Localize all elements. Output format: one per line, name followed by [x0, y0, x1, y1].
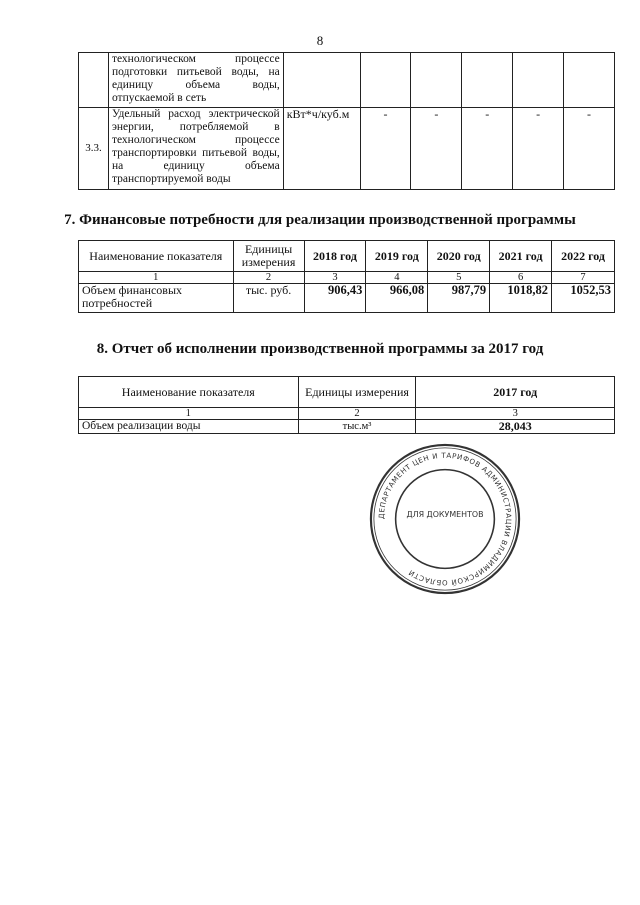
- table-row: [79, 284, 615, 313]
- index-row: [79, 408, 615, 420]
- value-cell: [462, 53, 513, 108]
- value-2020: 987,79: [428, 284, 490, 313]
- value-2021: 1018,82: [490, 284, 552, 313]
- value-2018: 906,43: [304, 284, 366, 313]
- column-header: 2021 год: [490, 241, 552, 272]
- index-cell: 2: [298, 408, 416, 420]
- unit-cell: тыс. руб.: [233, 284, 304, 313]
- index-cell: 1: [79, 272, 234, 284]
- column-header: 2022 год: [552, 241, 615, 272]
- unit-cell: кВт*ч/куб.м: [283, 108, 360, 190]
- index-row: [79, 272, 615, 284]
- index-cell: 7: [552, 272, 615, 284]
- index-cell: 1: [79, 408, 299, 420]
- table-row: [79, 420, 615, 434]
- unit-cell: тыс.м³: [298, 420, 416, 434]
- value-cell: -: [513, 108, 564, 190]
- value-cell: [360, 53, 411, 108]
- value-cell: [411, 53, 462, 108]
- header-row: [79, 377, 615, 408]
- value-2022: 1052,53: [552, 284, 615, 313]
- column-header: 2020 год: [428, 241, 490, 272]
- value-cell: -: [462, 108, 513, 190]
- page-number: 8: [316, 33, 324, 48]
- index-cell: 3: [416, 408, 615, 420]
- column-header: Наименование показателя: [79, 241, 234, 272]
- index-cell: 5: [428, 272, 490, 284]
- indicator-name: Объем финансовых потребностей: [79, 284, 234, 313]
- column-header: 2017 год: [416, 377, 615, 408]
- column-header: Единицы измерения: [298, 377, 416, 408]
- stamp-center-text: ДЛЯ ДОКУМЕНТОВ: [406, 510, 484, 520]
- stamp-ring-text: ДЕПАРТАМЕНТ ЦЕН И ТАРИФОВ АДМИНИСТРАЦИИ ВЛАДИМИРСКОЙ ОБЛАСТИ: [376, 450, 514, 588]
- indicator-description: технологическом процессе подготовки питьевой воды, на единицу объема воды, отпускаемой в сеть: [108, 53, 283, 108]
- section7-title: 7. Финансовые потребности для реализации производственной программы: [64, 212, 576, 228]
- index-cell: 4: [366, 272, 428, 284]
- indicators-table-continuation: [78, 52, 615, 190]
- index-cell: 3: [304, 272, 366, 284]
- value-2017: 28,043: [416, 420, 615, 434]
- value-cell: -: [411, 108, 462, 190]
- indicator-description: Удельный расход электрической энергии, потребляемой в технологическом процессе транспортировки питьевой воды, на единицу объема транспортируемой воды: [108, 108, 283, 190]
- section8-title: 8. Отчет об исполнении производственной программы за 2017 год: [96, 341, 544, 357]
- column-header: 2018 год: [304, 241, 366, 272]
- column-header: Наименование показателя: [79, 377, 299, 408]
- value-2019: 966,08: [366, 284, 428, 313]
- value-cell: -: [360, 108, 411, 190]
- table-row: [79, 53, 615, 108]
- value-cell: [513, 53, 564, 108]
- row-number: 3.3.: [79, 108, 109, 190]
- program-execution-report-table: [78, 376, 615, 434]
- column-header: Единицы измерения: [233, 241, 304, 272]
- official-stamp: [366, 440, 524, 598]
- index-cell: 2: [233, 272, 304, 284]
- table-row: [79, 108, 615, 190]
- index-cell: 6: [490, 272, 552, 284]
- row-number: [79, 53, 109, 108]
- unit-cell: [283, 53, 360, 108]
- header-row: [79, 241, 615, 272]
- financial-needs-table: [78, 240, 615, 313]
- column-header: 2019 год: [366, 241, 428, 272]
- value-cell: -: [564, 108, 615, 190]
- indicator-name: Объем реализации воды: [79, 420, 299, 434]
- value-cell: [564, 53, 615, 108]
